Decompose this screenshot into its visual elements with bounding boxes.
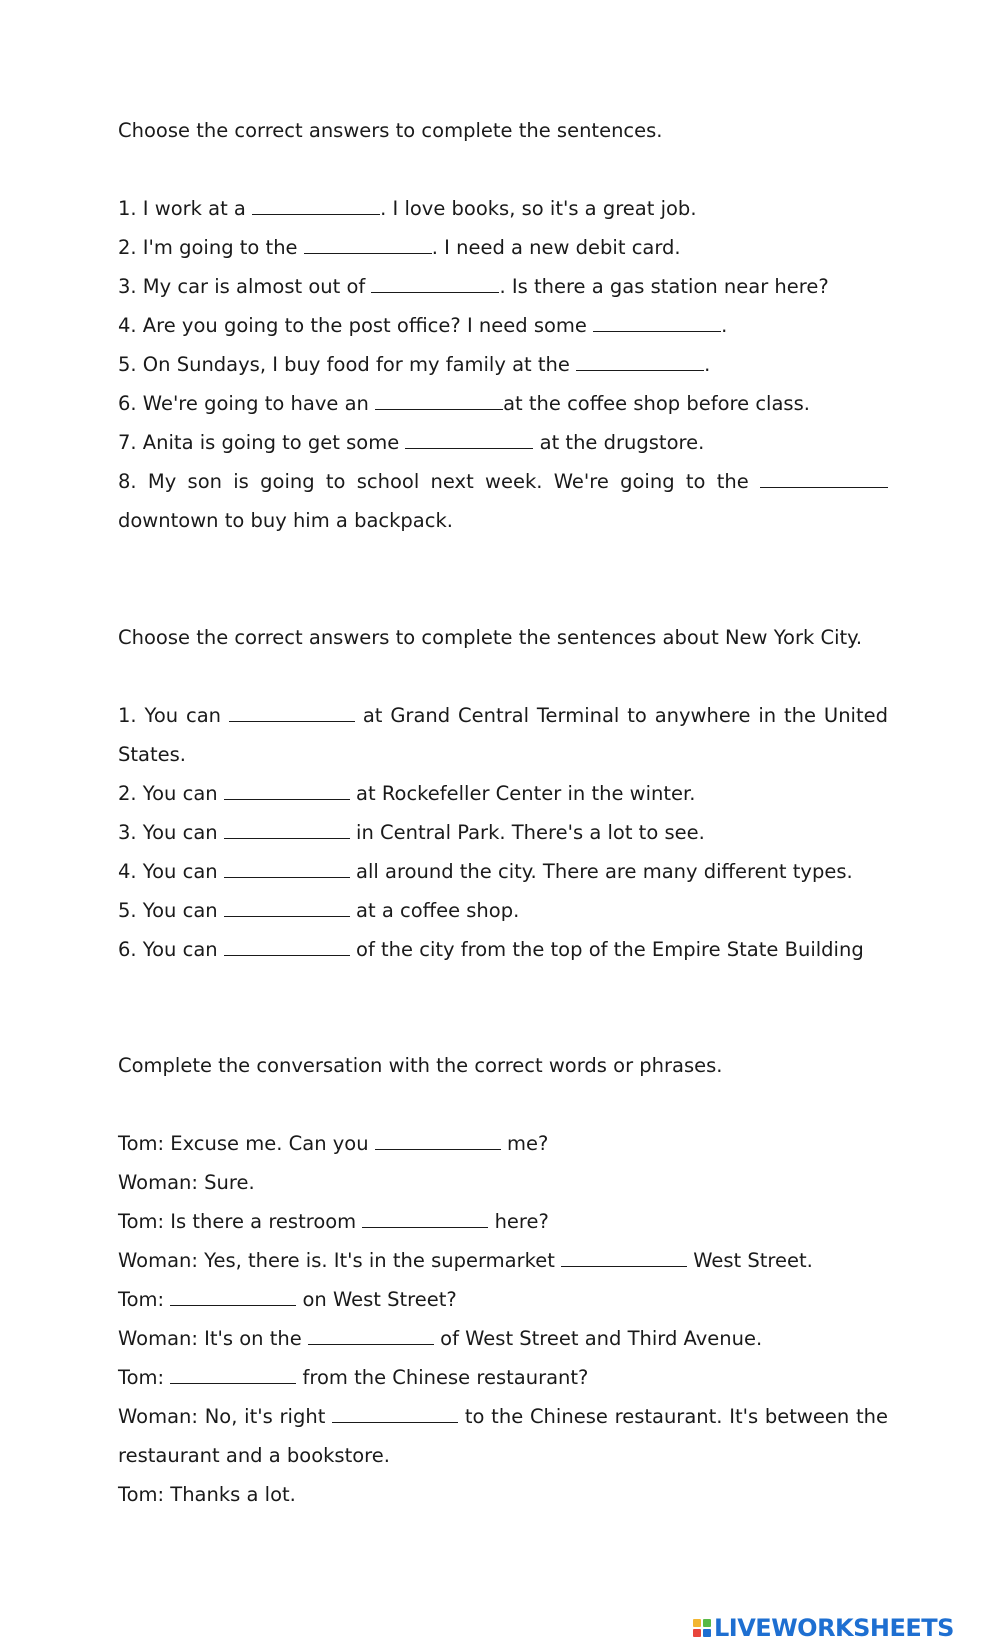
section-3-heading: Complete the conversation with the correct words or phrases. <box>118 1054 723 1077</box>
answer-blank[interactable] <box>371 277 499 293</box>
question-1-7: 7. Anita is going to get some at the drugstore. <box>118 431 705 454</box>
answer-blank[interactable] <box>593 316 721 332</box>
answer-blank[interactable] <box>760 472 888 488</box>
logo-block <box>693 1619 701 1627</box>
dialogue-line-9: Tom: Thanks a lot. <box>118 1483 296 1506</box>
answer-blank[interactable] <box>332 1407 458 1423</box>
answer-blank[interactable] <box>405 433 533 449</box>
section-1-heading: Choose the correct answers to complete the sentences. <box>118 119 663 142</box>
liveworksheets-logo[interactable] <box>693 1614 954 1642</box>
answer-blank[interactable] <box>229 706 355 722</box>
answer-blank[interactable] <box>375 394 503 410</box>
dialogue-line-7: Tom: from the Chinese restaurant? <box>118 1366 589 1389</box>
answer-blank[interactable] <box>304 238 432 254</box>
question-1-1: 1. I work at a . I love books, so it's a great job. <box>118 197 697 220</box>
answer-blank[interactable] <box>170 1290 296 1306</box>
dialogue-line-3: Tom: Is there a restroom here? <box>118 1210 549 1233</box>
question-2-1: 1. You can at Grand Central Terminal to anywhere in the United States. <box>118 704 888 766</box>
section-2 <box>118 625 888 969</box>
answer-blank[interactable] <box>375 1134 501 1150</box>
logo-block <box>703 1629 711 1637</box>
question-1-6: 6. We're going to have an at the coffee shop before class. <box>118 392 810 415</box>
answer-blank[interactable] <box>224 823 350 839</box>
answer-blank[interactable] <box>224 901 350 917</box>
question-1-8: 8. My son is going to school next week. We're going to the downtown to buy him a backpack. <box>118 462 888 540</box>
logo-block <box>703 1619 711 1627</box>
answer-blank[interactable] <box>252 199 380 215</box>
dialogue-line-8: Woman: No, it's right to the Chinese restaurant. It's between the restaurant and a bookstore. <box>118 1405 888 1467</box>
logo-block <box>693 1629 701 1637</box>
question-1-4: 4. Are you going to the post office? I need some . <box>118 314 728 337</box>
answer-blank[interactable] <box>561 1251 687 1267</box>
question-1-2: 2. I'm going to the . I need a new debit card. <box>118 236 681 259</box>
question-1-5: 5. On Sundays, I buy food for my family at the . <box>118 353 711 376</box>
logo-blocks-icon <box>693 1619 711 1637</box>
question-2-6: 6. You can of the city from the top of the Empire State Building <box>118 938 864 961</box>
logo-text: LIVEWORKSHEETS <box>714 1614 954 1642</box>
dialogue-line-2: Woman: Sure. <box>118 1171 255 1194</box>
question-1-3: 3. My car is almost out of . Is there a gas station near here? <box>118 275 829 298</box>
dialogue-line-5: Tom: on West Street? <box>118 1288 457 1311</box>
answer-blank[interactable] <box>170 1368 296 1384</box>
section-2-heading: Choose the correct answers to complete the sentences about New York City. <box>118 626 863 649</box>
dialogue-line-6: Woman: It's on the of West Street and Third Avenue. <box>118 1327 763 1350</box>
question-2-4: 4. You can all around the city. There are many different types. <box>118 860 853 883</box>
dialogue-line-4: Woman: Yes, there is. It's in the supermarket West Street. <box>118 1249 813 1272</box>
answer-blank[interactable] <box>224 784 350 800</box>
question-2-3: 3. You can in Central Park. There's a lot to see. <box>118 821 705 844</box>
section-1 <box>118 118 888 540</box>
answer-blank[interactable] <box>362 1212 488 1228</box>
question-2-2: 2. You can at Rockefeller Center in the winter. <box>118 782 696 805</box>
dialogue-line-1: Tom: Excuse me. Can you me? <box>118 1132 549 1155</box>
answer-blank[interactable] <box>576 355 704 371</box>
answer-blank[interactable] <box>224 862 350 878</box>
section-3 <box>118 1053 888 1514</box>
question-2-5: 5. You can at a coffee shop. <box>118 899 520 922</box>
answer-blank[interactable] <box>224 940 350 956</box>
answer-blank[interactable] <box>308 1329 434 1345</box>
